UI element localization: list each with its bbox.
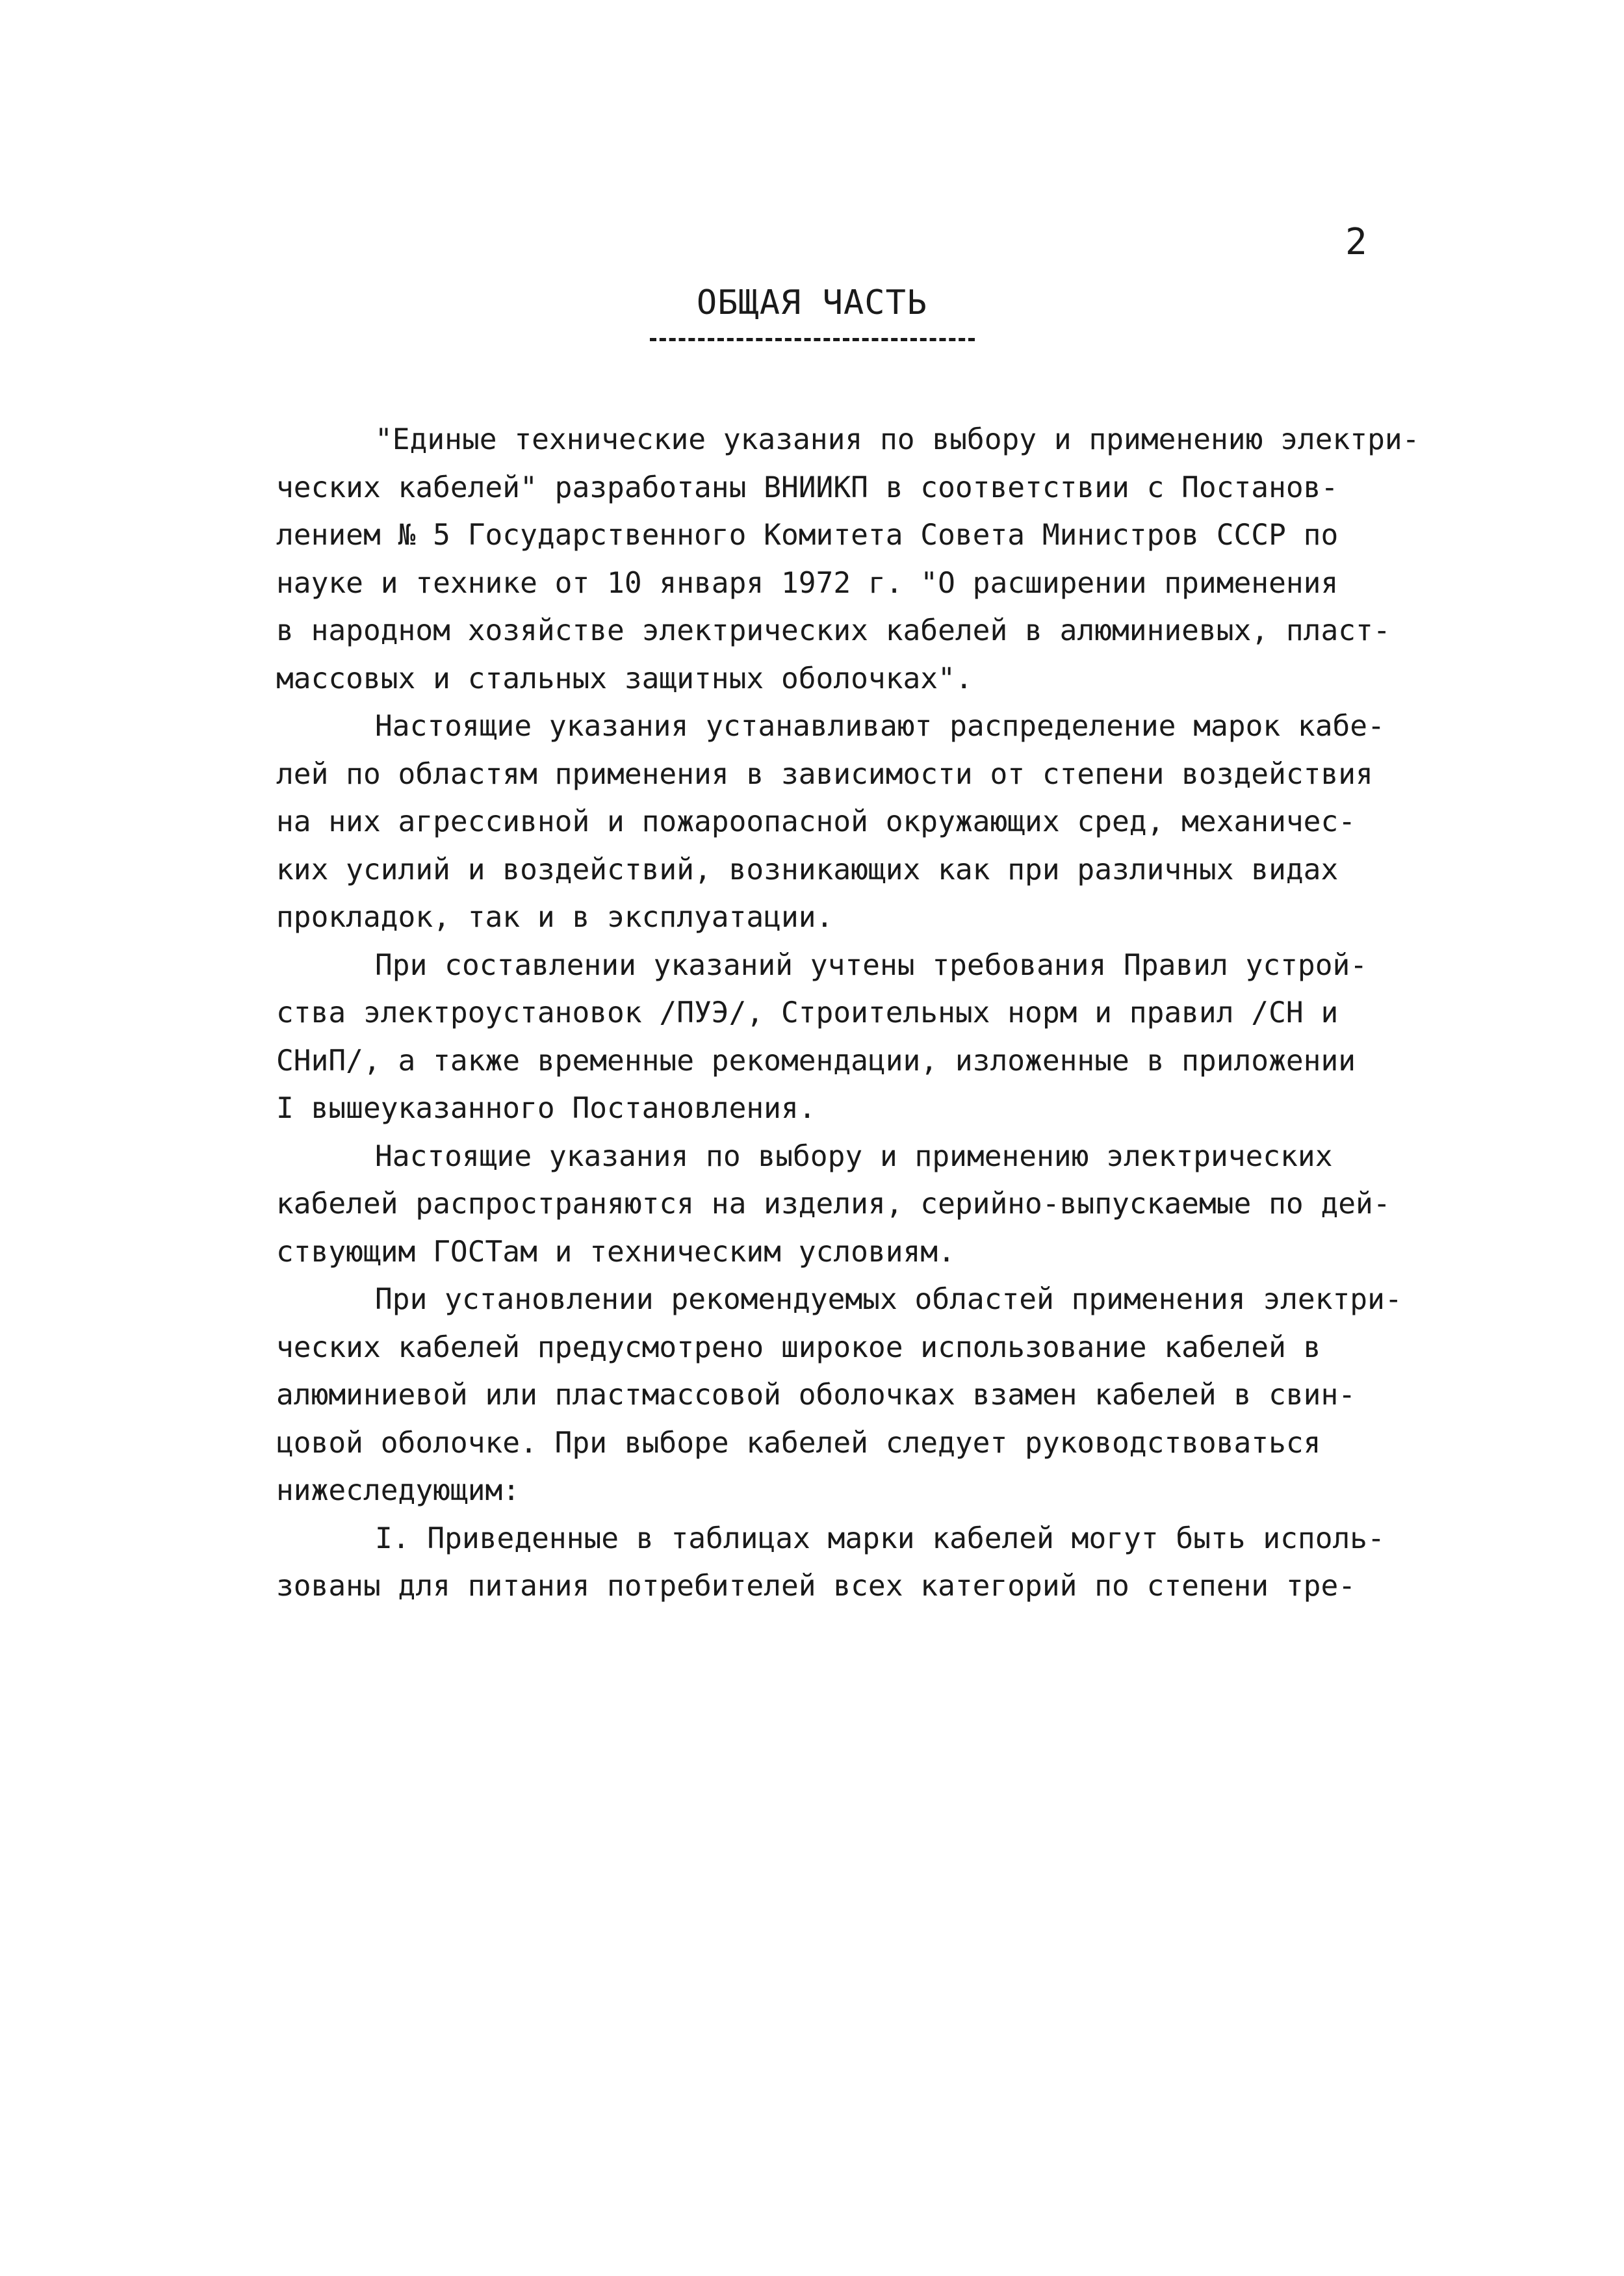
text-line: При составлении указаний учтены требования Правил устрой- — [375, 948, 1368, 982]
page-number: 2 — [1345, 221, 1367, 263]
text-line: ствующим ГОСТам и техническим условиям. — [276, 1235, 955, 1269]
text-line: ства электроустановок /ПУЭ/, Строительных норм и правил /СН и — [276, 996, 1339, 1029]
paragraph-4 — [276, 1133, 1498, 1276]
paragraph-2 — [276, 703, 1498, 942]
paragraph-6 — [276, 1515, 1498, 1610]
text-line: в народном хозяйстве электрических кабелей в алюминиевых, пласт- — [276, 614, 1391, 647]
text-line: ческих кабелей предусмотрено широкое использование кабелей в — [276, 1330, 1321, 1364]
paragraph-1 — [276, 416, 1498, 703]
text-line: нижеследующим: — [276, 1474, 521, 1507]
heading-underline — [650, 338, 975, 341]
text-line: При установлении рекомендуемых областей применения электри- — [375, 1283, 1402, 1316]
text-line: науке и технике от 10 января 1972 г. "О расширении применения — [276, 566, 1339, 600]
text-line: цовой оболочке. При выборе кабелей следует руководствоваться — [276, 1426, 1321, 1460]
text-line: прокладок, так и в эксплуатации. — [276, 901, 834, 934]
text-line: "Единые технические указания по выбору и применению электри- — [375, 423, 1420, 456]
text-line: на них агрессивной и пожароопасной окружающих сред, механичес- — [276, 805, 1356, 838]
text-line: I. Приведенные в таблицах марки кабелей могут быть исполь- — [375, 1521, 1385, 1555]
text-line: I вышеуказанного Постановления. — [276, 1092, 816, 1125]
text-line: СНиП/, а также временные рекомендации, изложенные в приложении — [276, 1044, 1356, 1078]
text-line: ческих кабелей" разработаны ВНИИКП в соответствии с Постанов- — [276, 471, 1339, 504]
text-line: лей по областям применения в зависимости от степени воздействия — [276, 757, 1373, 791]
text-line: алюминиевой или пластмассовой оболочках взамен кабелей в свин- — [276, 1378, 1356, 1412]
text-line: массовых и стальных защитных оболочках". — [276, 662, 973, 695]
text-line: Настоящие указания устанавливают распределение марок кабе- — [375, 710, 1385, 743]
text-line: зованы для питания потребителей всех категорий по степени тре- — [276, 1570, 1356, 1603]
text-line: кабелей распространяются на изделия, серийно-выпускаемые по дей- — [276, 1187, 1391, 1221]
text-line: ких усилий и воздействий, возникающих как при различных видах — [276, 853, 1339, 886]
section-heading: ОБЩАЯ ЧАСТЬ — [696, 283, 928, 322]
text-line: Настоящие указания по выбору и применению электрических — [375, 1139, 1333, 1173]
paragraph-5 — [276, 1276, 1498, 1515]
text-line: лением № 5 Государственного Комитета Совета Министров СССР по — [276, 519, 1339, 552]
paragraph-3 — [276, 942, 1498, 1133]
body-text — [276, 416, 1498, 1610]
